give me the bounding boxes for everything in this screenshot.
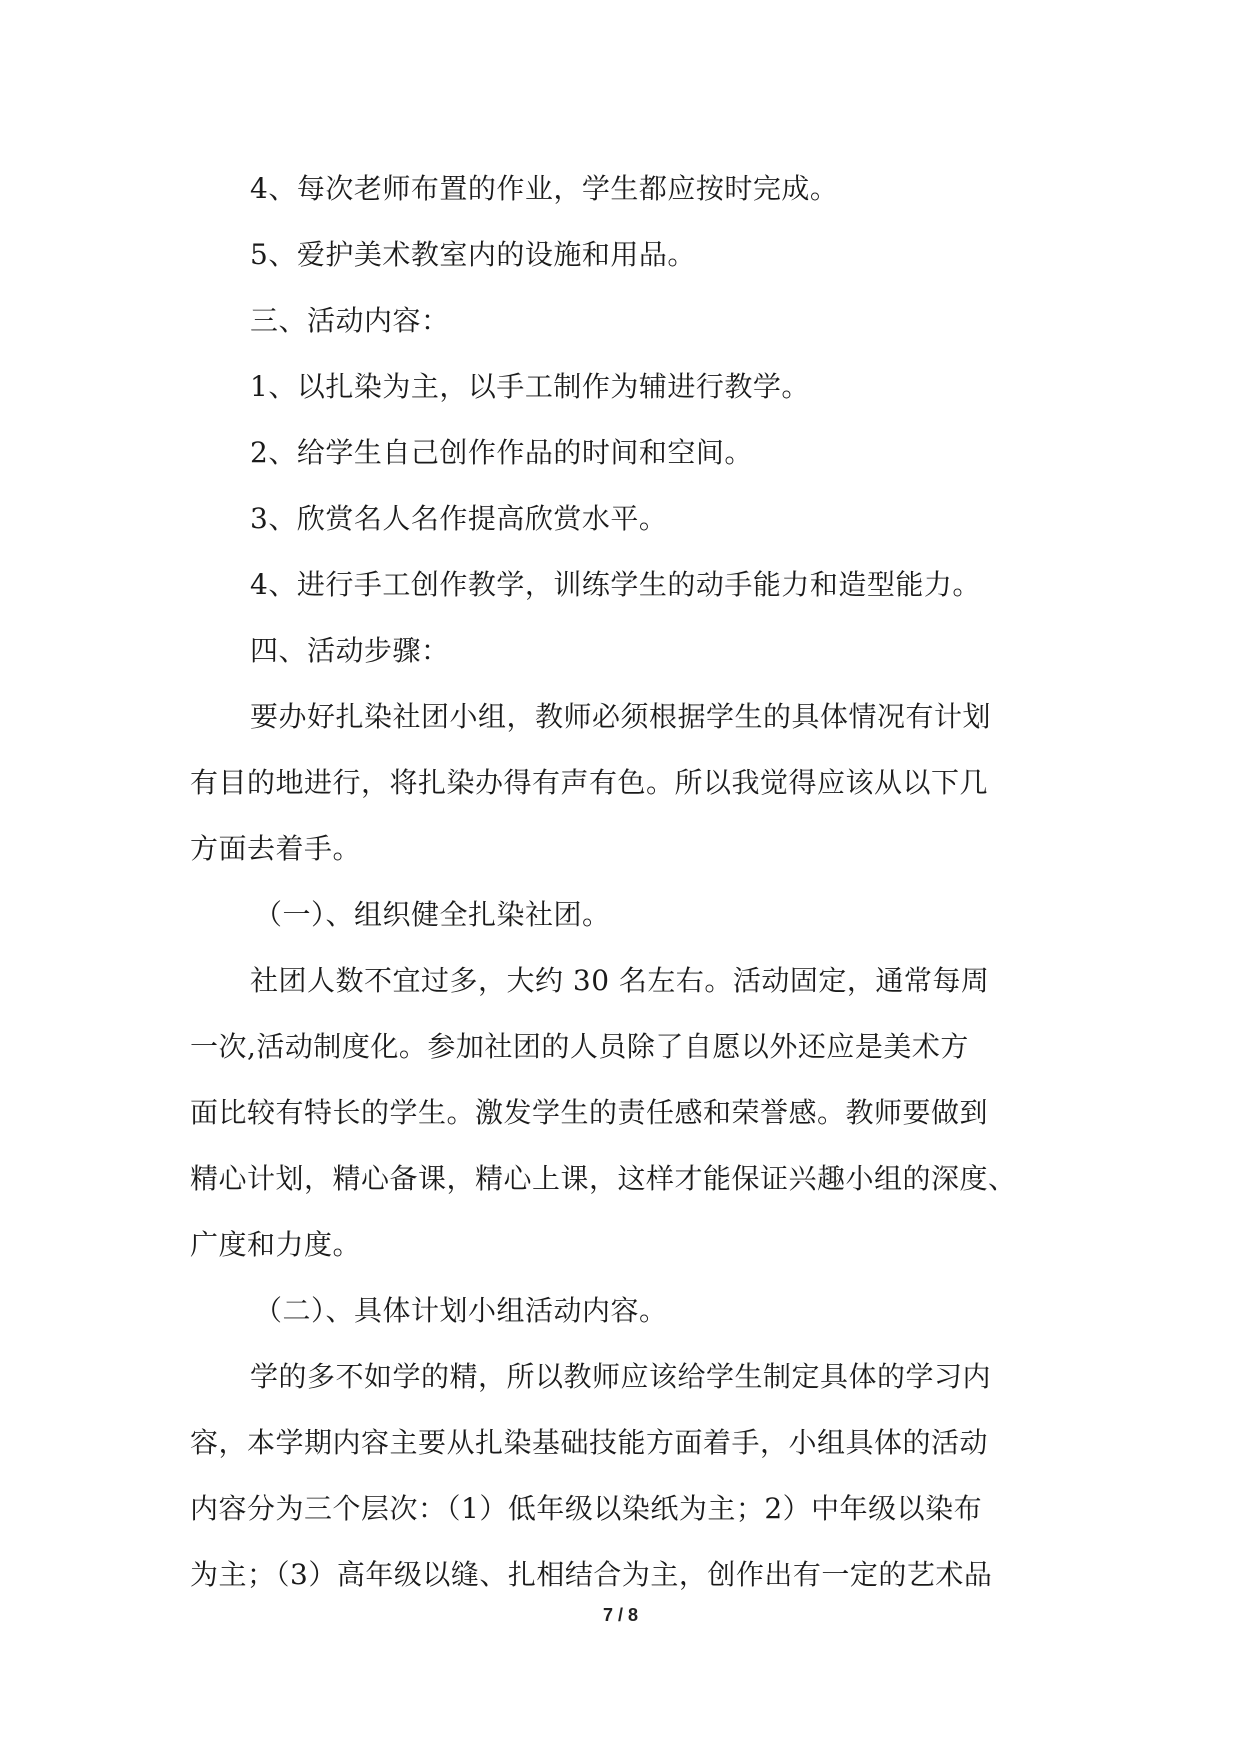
text-line: 有目的地进行，将扎染办得有声有色。所以我觉得应该从以下几 bbox=[190, 766, 989, 799]
text-line: 2、给学生自己创作作品的时间和空间。 bbox=[250, 436, 753, 469]
page-number: 7 / 8 bbox=[602, 1605, 639, 1625]
subsection-heading: （二）、具体计划小组活动内容。 bbox=[254, 1294, 668, 1327]
section-heading: 三、活动内容： bbox=[250, 304, 450, 337]
text-line: 容，本学期内容主要从扎染基础技能方面着手，小组具体的活动 bbox=[190, 1426, 989, 1459]
text-line: 1、以扎染为主，以手工制作为辅进行教学。 bbox=[250, 370, 810, 403]
text-line: 4、每次老师布置的作业，学生都应按时完成。 bbox=[250, 172, 839, 205]
text-line: 方面去着手。 bbox=[190, 832, 362, 865]
document-body bbox=[190, 156, 1050, 1608]
text-line: 5、爱护美术教室内的设施和用品。 bbox=[250, 238, 696, 271]
text-line: 3、欣赏名人名作提高欣赏水平。 bbox=[250, 502, 668, 535]
text-line: 4、进行手工创作教学，训练学生的动手能力和造型能力。 bbox=[250, 568, 981, 601]
text-line: 为主；（3）高年级以缝、扎相结合为主，创作出有一定的艺术品 bbox=[190, 1558, 993, 1591]
text-line: 要办好扎染社团小组，教师必须根据学生的具体情况有计划 bbox=[250, 700, 992, 733]
text-line: 一次,活动制度化。参加社团的人员除了自愿以外还应是美术方 bbox=[190, 1030, 969, 1063]
text-line: 广度和力度。 bbox=[190, 1228, 362, 1261]
subsection-heading: （一）、组织健全扎染社团。 bbox=[254, 898, 611, 931]
text-line: 精心计划，精心备课，精心上课，这样才能保证兴趣小组的深度、 bbox=[190, 1162, 1017, 1195]
text-line: 学的多不如学的精，所以教师应该给学生制定具体的学习内 bbox=[250, 1360, 992, 1393]
text-line: 社团人数不宜过多，大约 30 名左右。活动固定，通常每周 bbox=[250, 964, 990, 997]
section-heading: 四、活动步骤： bbox=[250, 634, 450, 667]
text-line: 面比较有特长的学生。激发学生的责任感和荣誉感。教师要做到 bbox=[190, 1096, 989, 1129]
text-line: 内容分为三个层次：（1）低年级以染纸为主；2）中年级以染布 bbox=[190, 1492, 983, 1525]
